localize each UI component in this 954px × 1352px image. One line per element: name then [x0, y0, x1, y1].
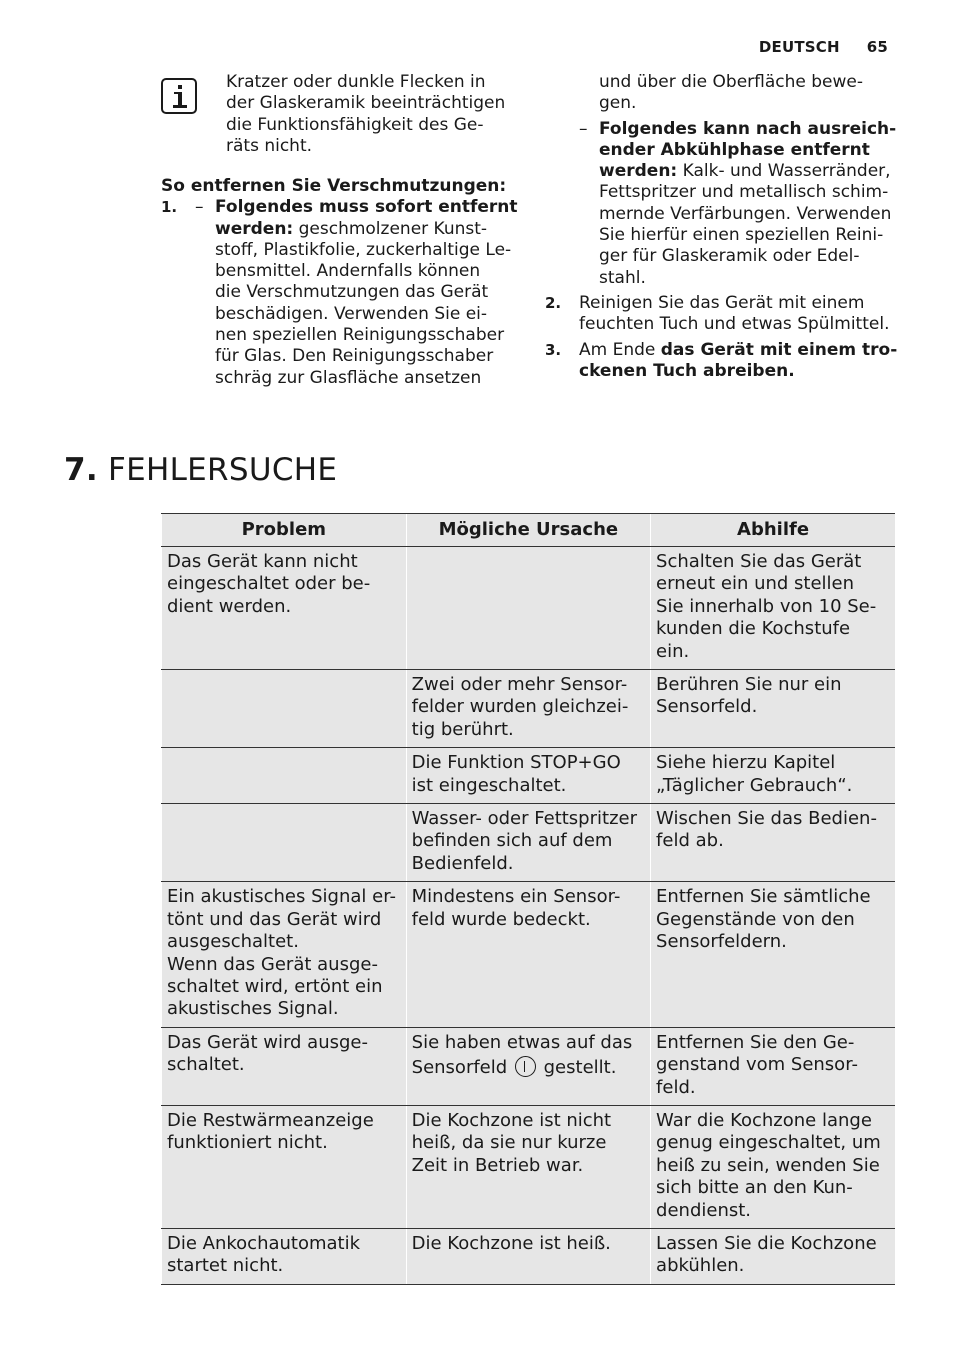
cell-line: heiß, da sie nur kurze [411, 1132, 607, 1154]
cell-line: „Täglicher Gebrauch“. [656, 774, 853, 796]
cell-line: genstand vom Sensor- [656, 1054, 858, 1076]
cell-remedy [651, 670, 895, 748]
cell-line: feld. [656, 1076, 696, 1098]
cell-line: Wasser- oder Fettspritzer [411, 808, 637, 830]
cell-line: tig berührt. [411, 718, 514, 740]
cleaning-step-1 [161, 197, 521, 389]
step-text: Reinigen Sie das Gerät mit einem [579, 292, 865, 313]
table-row [162, 882, 896, 1027]
step-number: 1. [161, 198, 178, 217]
cell-line: sich bitte an den Kun- [656, 1177, 853, 1199]
cell-remedy [651, 1027, 895, 1105]
cell-line: heiß zu sein, wenden Sie [656, 1154, 880, 1176]
cleaning-heading: So entfernen Sie Verschmutzungen: [161, 176, 507, 196]
cell-remedy [651, 804, 895, 882]
cell-line: Das Gerät wird ausge- [167, 1031, 368, 1053]
cell-line: schaltet. [167, 1054, 245, 1076]
info-note-text [226, 72, 521, 157]
cell-line: Berühren Sie nur ein [656, 674, 842, 696]
table-row [162, 748, 896, 804]
cell-line: Sensorfeldern. [656, 931, 787, 953]
step-number: 2. [545, 293, 562, 312]
cleaning-step-2 [545, 293, 905, 336]
header-language: DEUTSCH [758, 38, 840, 56]
cell-line: Wenn das Gerät ausge- [167, 953, 378, 975]
cell-text: Sensorfeld [411, 1057, 513, 1079]
info-line: räts nicht. [226, 135, 313, 156]
troubleshooting-table [161, 513, 895, 1285]
cell-line: Die Ankochautomatik [167, 1232, 361, 1254]
cell-cause [406, 1228, 650, 1284]
cell-line: Die Funktion STOP+GO [411, 752, 621, 774]
cell-line: War die Kochzone lange [656, 1109, 872, 1131]
step-text: geschmolzener Kunst- [293, 218, 488, 239]
cell-line: Sensorfeld. [656, 696, 758, 718]
cell-line: ausgeschaltet. [167, 931, 299, 953]
step-text: die Verschmutzungen das Gerät [215, 282, 489, 303]
cell-line: ein. [656, 640, 690, 662]
step-text: stoff, Plastikfolie, zuckerhaltige Le- [215, 239, 512, 260]
cell-line: Sie haben etwas auf das [411, 1031, 633, 1053]
table-row [162, 1228, 896, 1284]
cell-line: genug eingeschaltet, um [656, 1132, 881, 1154]
step-1-continuation [545, 72, 905, 115]
column-header-problem: Problem [162, 514, 407, 547]
cell-line: kunden die Kochstufe [656, 618, 851, 640]
table-row [162, 1027, 896, 1105]
cell-line: dient werden. [167, 595, 292, 617]
cleaning-step-3 [545, 340, 905, 383]
cell-cause [406, 670, 650, 748]
cell-line: ist eingeschaltet. [411, 774, 567, 796]
cell-cause [406, 1027, 650, 1105]
cell-cause [406, 882, 650, 1027]
step-bold: das Gerät mit einem tro- [660, 339, 898, 360]
step-text: bensmittel. Andernfalls können [215, 261, 481, 282]
step-text: und über die Oberfläche bewe- [599, 72, 864, 92]
cell-line: Bedienfeld. [411, 852, 514, 874]
table-row [162, 670, 896, 748]
list-dash: – [195, 197, 204, 218]
cell-line: eingeschaltet oder be- [167, 573, 371, 595]
cell-line: Wischen Sie das Bedien- [656, 808, 877, 830]
info-note [161, 72, 521, 158]
cell-line: Mindestens ein Sensor- [411, 886, 621, 908]
cell-remedy [651, 547, 895, 670]
cell-line: Gegenstände von den [656, 908, 855, 930]
cell-cause [406, 804, 650, 882]
cell-problem [162, 804, 407, 882]
cell-line: akustisches Signal. [167, 998, 339, 1020]
step-text: Am Ende [579, 339, 661, 360]
cell-problem [162, 1027, 407, 1105]
info-line: Kratzer oder dunkle Flecken in [226, 72, 486, 92]
table-row [162, 804, 896, 882]
info-line: der Glaskeramik beeinträchtigen [226, 93, 506, 114]
step-number: 3. [545, 340, 562, 359]
cell-problem [162, 882, 407, 1027]
cell-line: Das Gerät kann nicht [167, 551, 358, 572]
cell-problem [162, 1105, 407, 1228]
subitem-bold: Folgendes kann nach ausreich- [599, 118, 897, 139]
step-bold: ckenen Tuch abreiben. [579, 360, 795, 381]
column-header-cause: Mögliche Ursache [406, 514, 650, 547]
subitem-text: mernde Verfärbungen. Verwenden [599, 203, 892, 224]
table-header-row [162, 514, 896, 547]
cell-line: Die Kochzone ist nicht [411, 1109, 612, 1131]
cell-line: Ein akustisches Signal er- [167, 886, 396, 908]
cell-text: gestellt. [537, 1057, 617, 1079]
table-row [162, 547, 896, 670]
subitem-text: Kalk- und Wasserränder, [677, 161, 891, 182]
step-text: beschädigen. Verwenden Sie ei- [215, 303, 488, 324]
cell-problem [162, 670, 407, 748]
cell-line: Schalten Sie das Gerät [656, 551, 862, 572]
cell-line: befinden sich auf dem [411, 830, 613, 852]
cell-line: tönt und das Gerät wird [167, 908, 382, 930]
cell-cause [406, 1105, 650, 1228]
cell-problem [162, 1228, 407, 1284]
cell-line: Die Kochzone ist heiß. [411, 1232, 611, 1254]
cell-line: Zeit in Betrieb war. [411, 1154, 584, 1176]
column-header-remedy: Abhilfe [651, 514, 895, 547]
cell-remedy [651, 748, 895, 804]
cell-line: feld ab. [656, 830, 724, 852]
subitem-text: Fettspritzer und metallisch schim- [599, 182, 889, 203]
step-1-subitem-2 [545, 119, 905, 289]
cell-line: erneut ein und stellen [656, 573, 855, 595]
cell-line: felder wurden gleichzei- [411, 696, 629, 718]
cell-remedy [651, 882, 895, 1027]
power-symbol-icon [515, 1056, 536, 1077]
cell-line: Entfernen Sie den Ge- [656, 1031, 855, 1053]
cell-cause [406, 748, 650, 804]
page-number: 65 [866, 38, 888, 56]
cell-line: Die Restwärmeanzeige [167, 1109, 374, 1131]
left-column [161, 72, 521, 389]
page-header [759, 38, 888, 56]
section-heading [64, 452, 337, 488]
step-text: schräg zur Glasfläche ansetzen [215, 367, 482, 388]
step-bold-lead: Folgendes muss sofort entfernt [215, 197, 518, 218]
subitem-bold: ender Abkühlphase entfernt [599, 139, 870, 160]
info-icon [161, 78, 197, 114]
cell-line: Sie innerhalb von 10 Se- [656, 595, 877, 617]
cell-line: Entfernen Sie sämtliche [656, 886, 871, 908]
cell-line: Zwei oder mehr Sensor- [411, 674, 628, 696]
cell-line: feld wurde bedeckt. [411, 908, 591, 930]
right-column [545, 72, 905, 382]
cell-remedy [651, 1228, 895, 1284]
cell-line: dendienst. [656, 1199, 752, 1221]
cell-line: Siehe hierzu Kapitel [656, 752, 836, 774]
cell-problem [162, 748, 407, 804]
table-row [162, 1105, 896, 1228]
info-line: die Funktionsfähigkeit des Ge- [226, 114, 484, 135]
step-text: feuchten Tuch und etwas Spülmittel. [579, 314, 890, 335]
cell-line: abkühlen. [656, 1255, 745, 1277]
section-number: 7. [64, 452, 98, 488]
cell-line: schaltet wird, ertönt ein [167, 975, 383, 997]
cell-line: funktioniert nicht. [167, 1132, 328, 1154]
step-text: für Glas. Den Reinigungsschaber [215, 346, 494, 367]
subitem-text: Sie hierfür einen speziellen Reini- [599, 225, 884, 246]
section-title: FEHLERSUCHE [107, 452, 338, 488]
cell-cause [406, 547, 650, 670]
step-text: nen speziellen Reinigungsschaber [215, 325, 505, 346]
cell-remedy [651, 1105, 895, 1228]
subitem-text: stahl. [599, 267, 646, 288]
subitem-text: ger für Glaskeramik oder Edel- [599, 246, 860, 267]
cell-problem [162, 547, 407, 670]
step-bold-lead: werden: [215, 218, 294, 239]
list-dash: – [579, 118, 588, 139]
step-text: gen. [599, 93, 637, 114]
subitem-bold: werden: [599, 161, 678, 182]
cell-line: startet nicht. [167, 1255, 284, 1277]
cell-line: Lassen Sie die Kochzone [656, 1232, 877, 1254]
